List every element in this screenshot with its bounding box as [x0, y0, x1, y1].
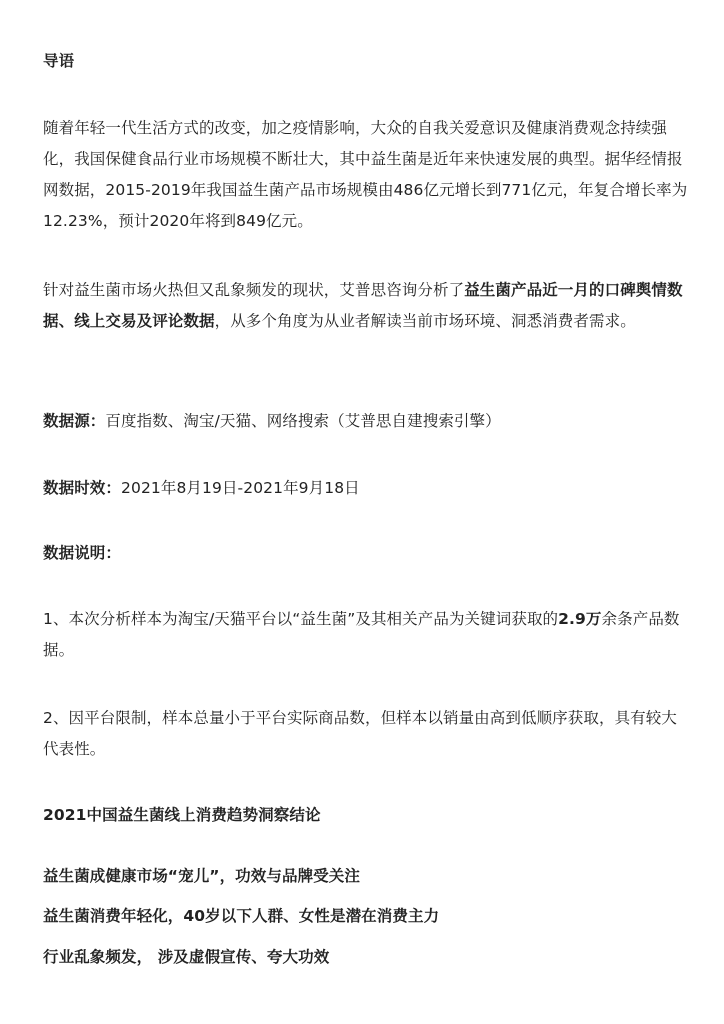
data-source-line — [43, 406, 688, 437]
intro-paragraph-2-text-b: ，从多个角度为从业者解读当前市场环境、洞悉消费者需求。 — [214, 312, 636, 330]
data-period-line — [43, 473, 688, 504]
conclusions-title: 2021中国益生菌线上消费趋势洞察结论 — [43, 806, 321, 824]
conclusion-item-1: 益生菌成健康市场“宠儿”，功效与品牌受关注 — [43, 867, 360, 885]
data-note-2: 2、因平台限制，样本总量小于平台实际商品数，但样本以销量由高到低顺序获取，具有较大代表性。 — [43, 709, 677, 758]
data-source-label: 数据源： — [43, 412, 106, 430]
data-source-value: 百度指数、淘宝/天猫、网络搜索（艾普思自建搜索引擎） — [105, 412, 501, 430]
data-note-1-text-a: 1、本次分析样本为淘宝/天猫平台以“益生菌”及其相关产品为关键词获取的 — [43, 610, 559, 628]
data-note-1 — [43, 604, 688, 666]
intro-paragraph-2 — [43, 275, 688, 337]
data-period-value: 2021年8月19日-2021年9月18日 — [121, 479, 360, 497]
intro-paragraph-1: 随着年轻一代生活方式的改变，加之疫情影响，大众的自我关爱意识及健康消费观念持续强化，我国保健食品行业市场规模不断壮大，其中益生菌是近年来快速发展的典型。据华经情报网数据，2015-2019年我国益生菌产品市场规模由486亿元增长到771亿元，年复合增长率为12.23%，预计2020年将到849亿元。 — [43, 119, 688, 230]
intro-paragraph-2-emphasis: 益生菌产品近一月的口碑舆情数据、线上交易及评论数据 — [43, 281, 683, 330]
data-note-1-emphasis: 2.9万 — [558, 610, 602, 628]
intro-paragraph-2-text-a: 针对益生菌市场火热但又乱象频发的现状，艾普思咨询分析了 — [43, 281, 465, 299]
conclusion-item-3: 行业乱象频发， 涉及虚假宣传、夸大功效 — [43, 948, 330, 966]
conclusion-item-2: 益生菌消费年轻化，40岁以下人群、女性是潜在消费主力 — [43, 907, 440, 925]
data-note-1-text-b: 余条产品数据。 — [43, 610, 680, 659]
data-notes-label: 数据说明： — [43, 544, 122, 562]
data-period-label: 数据时效： — [43, 479, 122, 497]
intro-heading: 导语 — [43, 52, 75, 70]
